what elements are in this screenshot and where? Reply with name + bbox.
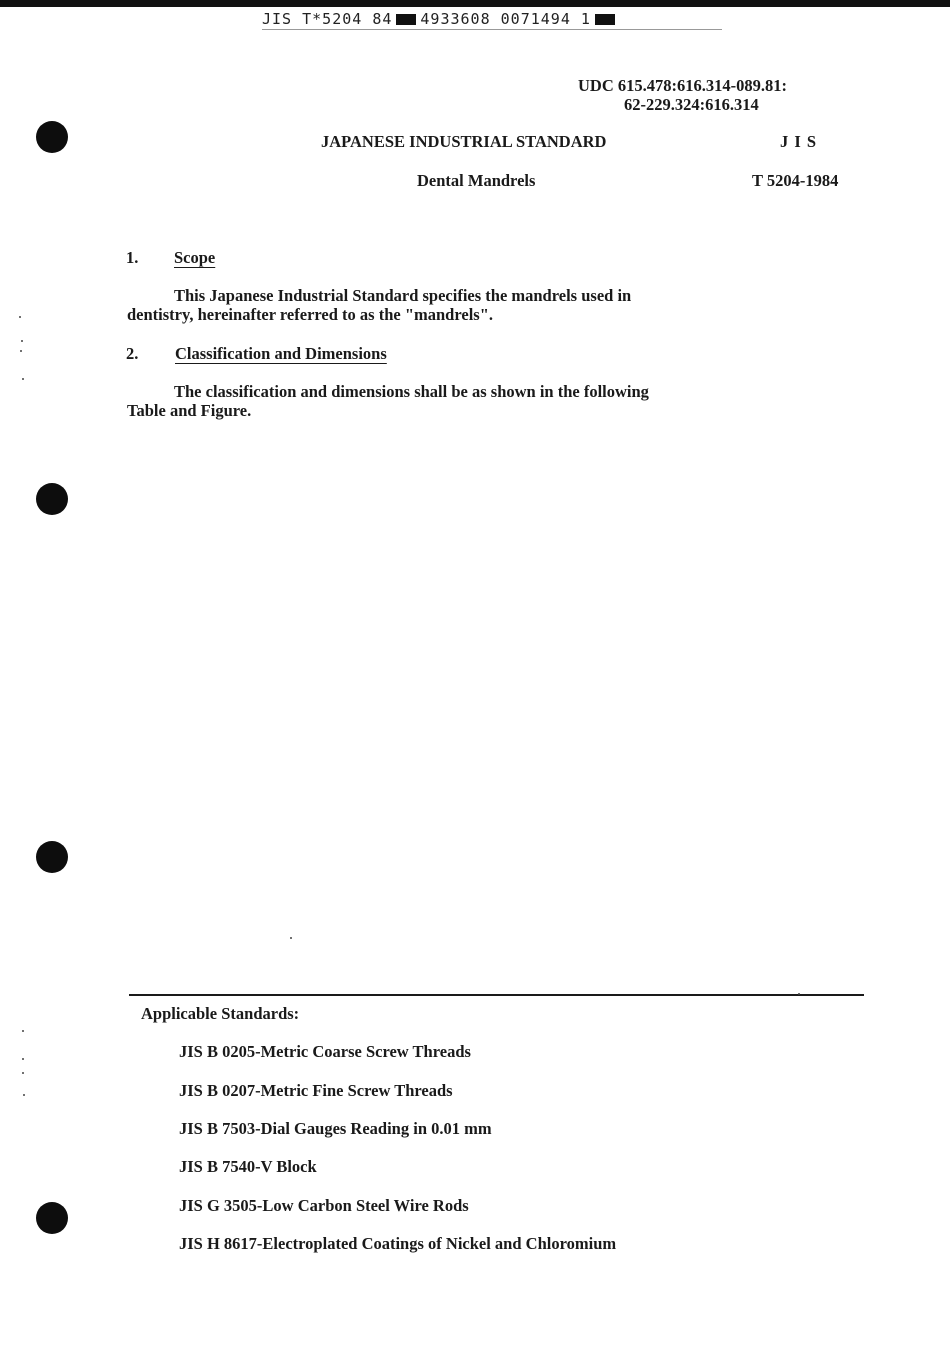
scan-speck <box>798 993 800 995</box>
paragraph-line: This Japanese Industrial Standard specifies the mandrels used in <box>174 286 632 305</box>
section-heading-scope: Scope <box>174 248 216 267</box>
paragraph-line: Table and Figure. <box>127 401 252 420</box>
scan-header-code <box>262 10 722 28</box>
scan-speck <box>22 1072 24 1074</box>
punch-hole <box>36 121 68 153</box>
punch-hole <box>36 1202 68 1234</box>
applicable-standard-item: JIS B 7503-Dial Gauges Reading in 0.01 mm <box>179 1119 492 1138</box>
paragraph-line: The classification and dimensions shall be as shown in the following <box>174 382 649 401</box>
udc-line-2: 62-229.324:616.314 <box>624 95 759 114</box>
jis-mark: J I S <box>780 132 818 151</box>
scan-speck <box>21 340 23 342</box>
udc-line-1: UDC 615.478:616.314-089.81: <box>578 76 787 95</box>
udc-code <box>578 76 787 114</box>
applicable-standards-heading: Applicable Standards: <box>141 1004 300 1023</box>
scan-speck <box>20 350 22 352</box>
scan-speck <box>22 378 24 380</box>
section-number: 1. <box>126 248 139 267</box>
scan-header-mid: 4933608 0071494 1 <box>420 10 591 28</box>
scan-speck <box>23 1094 25 1096</box>
scan-header-rule <box>262 29 722 30</box>
scan-top-edge <box>0 0 950 7</box>
document-title: JAPANESE INDUSTRIAL STANDARD <box>321 132 607 151</box>
redaction-block <box>396 14 416 25</box>
document-subject: Dental Mandrels <box>417 171 536 190</box>
scan-speck <box>290 937 292 939</box>
redaction-block <box>595 14 615 25</box>
applicable-standard-item: JIS B 0205-Metric Coarse Screw Threads <box>179 1042 471 1061</box>
section-body-classification <box>127 382 827 420</box>
standard-number: T 5204-1984 <box>752 171 839 190</box>
applicable-standard-item: JIS B 0207-Metric Fine Screw Threads <box>179 1081 453 1100</box>
paragraph-line: dentistry, hereinafter referred to as the "mandrels". <box>127 305 493 324</box>
applicable-standard-item: JIS H 8617-Electroplated Coatings of Nickel and Chloromium <box>179 1234 617 1253</box>
applicable-standard-item: JIS G 3505-Low Carbon Steel Wire Rods <box>179 1196 469 1215</box>
scan-speck <box>22 1030 24 1032</box>
scan-header-prefix: JIS T*5204 84 <box>262 10 393 28</box>
scan-speck <box>22 1058 24 1060</box>
section-body-scope <box>127 286 827 324</box>
section-number: 2. <box>126 344 139 363</box>
section-heading-classification: Classification and Dimensions <box>175 344 387 363</box>
applicable-standard-item: JIS B 7540-V Block <box>179 1157 317 1176</box>
punch-hole <box>36 483 68 515</box>
footer-rule <box>129 994 864 996</box>
scan-speck <box>19 316 21 318</box>
punch-hole <box>36 841 68 873</box>
